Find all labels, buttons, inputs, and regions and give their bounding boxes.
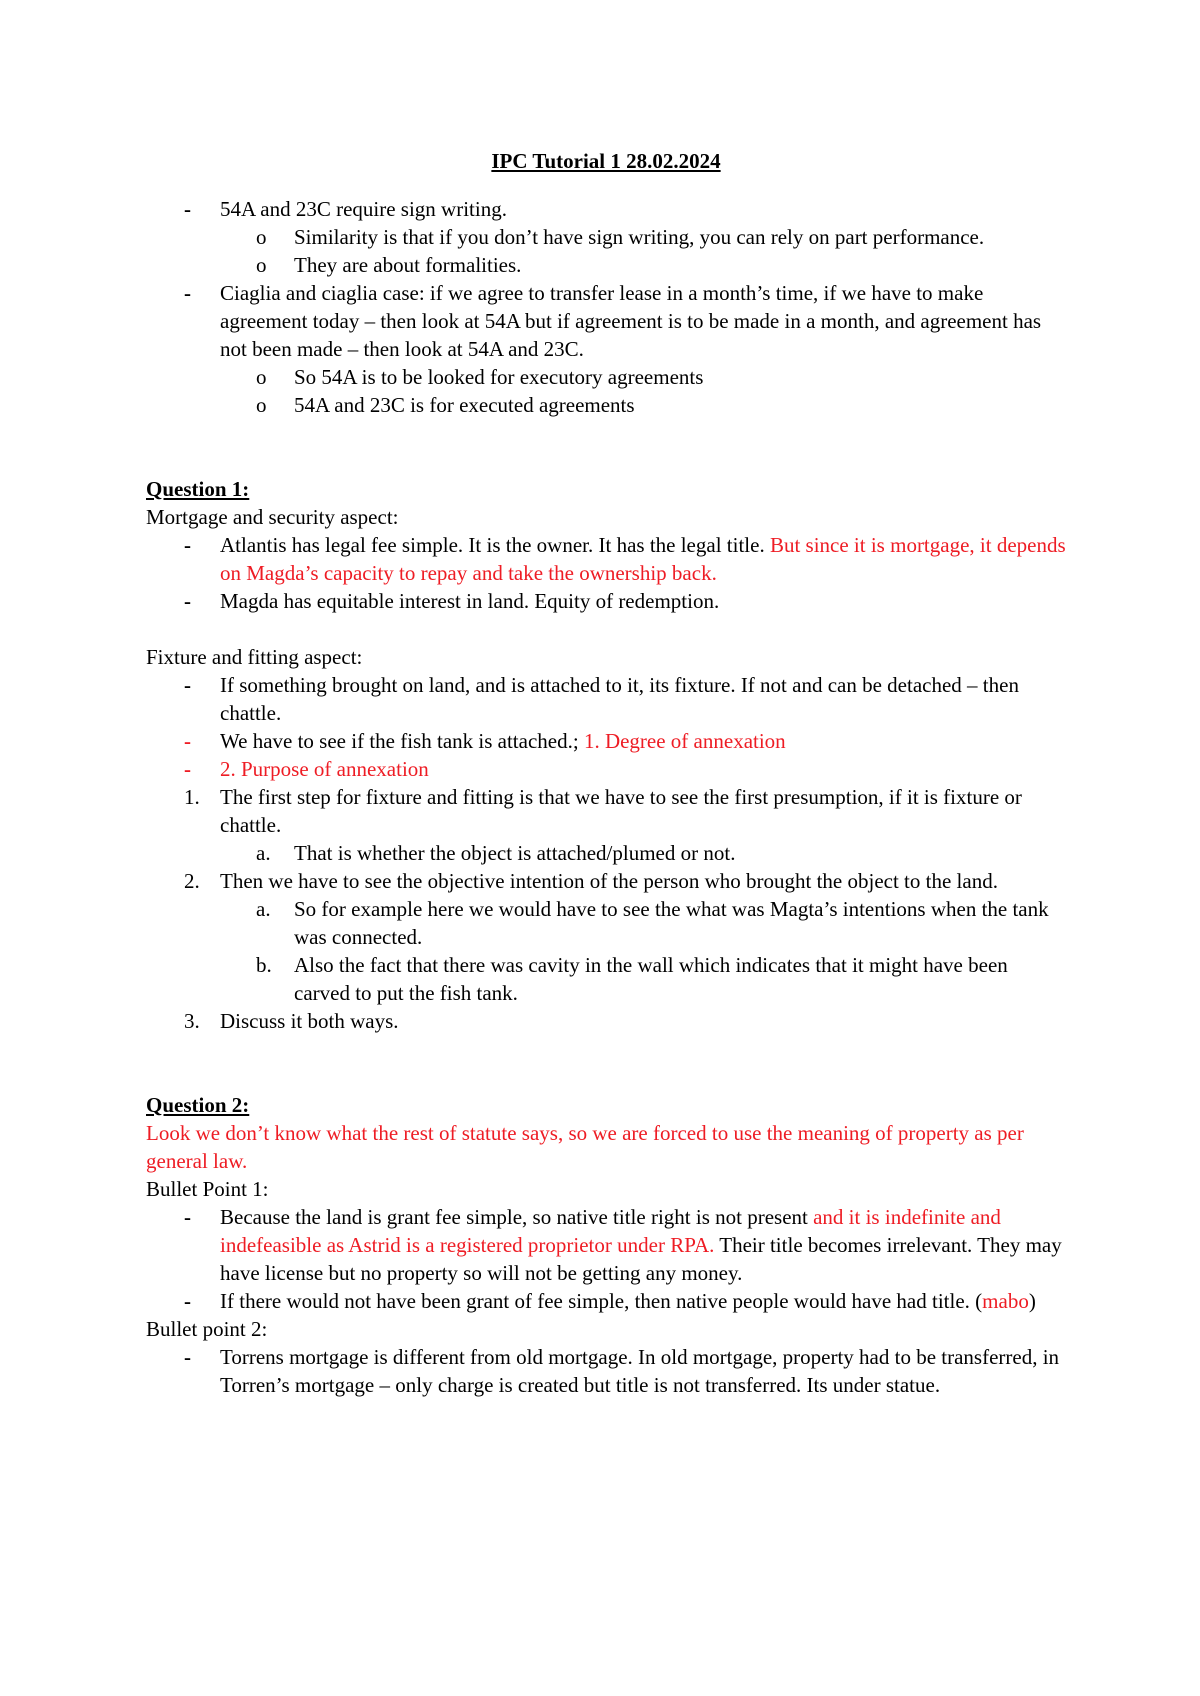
lettered-item xyxy=(146,895,1066,951)
question-1-heading: Question 1: xyxy=(146,477,250,501)
spacer xyxy=(146,1035,1066,1091)
bullet-dash: - xyxy=(184,1345,191,1369)
list-item xyxy=(146,1287,1066,1315)
list-item xyxy=(146,363,1066,391)
bullet-dash: - xyxy=(184,1289,191,1313)
spacer xyxy=(146,419,1066,475)
spacer xyxy=(146,615,1066,643)
list-item-text: Also the fact that there was cavity in the wall which indicates that it might have been carved to put the fish tank. xyxy=(294,953,1008,1005)
list-item-text: So 54A is to be looked for executory agreements xyxy=(294,365,704,389)
list-item-text: If there would not have been grant of fee simple, then native people would have had title. xyxy=(220,1289,970,1313)
list-item xyxy=(146,251,1066,279)
list-item-text: We have to see if the fish tank is attached.; xyxy=(220,729,579,753)
highlighted-paragraph: Look we don’t know what the rest of statute says, so we are forced to use the meaning of property as per general law. xyxy=(146,1121,1024,1173)
list-item-text: 54A and 23C require sign writing. xyxy=(220,197,507,221)
lettered-item xyxy=(146,839,1066,867)
list-item xyxy=(146,279,1066,363)
section-label: Fixture and fitting aspect: xyxy=(146,645,363,669)
highlighted-text: mabo xyxy=(982,1289,1029,1313)
bullet-dash: - xyxy=(184,1205,191,1229)
highlighted-text: and it is indefinite and indefeasible as Astrid is a registered proprietor under RPA. xyxy=(220,1205,1001,1257)
list-item xyxy=(146,727,1066,755)
letter-marker: b. xyxy=(256,953,272,977)
bullet-dash: - xyxy=(184,729,191,753)
list-item xyxy=(146,223,1066,251)
list-item-text: Similarity is that if you don’t have sign writing, you can rely on part performance. xyxy=(294,225,985,249)
list-item-text: Torrens mortgage is different from old mortgage. In old mortgage, property had to be transferred, in Torren’s mortgage – only charge is created but title is not transferred. Its under statue. xyxy=(220,1345,1060,1397)
numbered-item xyxy=(146,867,1066,895)
bullet-dash: - xyxy=(184,757,191,781)
list-item xyxy=(146,531,1066,587)
highlighted-text: 1. Degree of annexation xyxy=(583,729,786,753)
list-item-text: Because the land is grant fee simple, so native title right is not present xyxy=(220,1205,808,1229)
list-item xyxy=(146,391,1066,419)
list-item-text: Then we have to see the objective intention of the person who brought the object to the land. xyxy=(220,869,998,893)
list-item xyxy=(146,755,1066,783)
bullet-dash: - xyxy=(184,589,191,613)
paren-open: ( xyxy=(975,1289,983,1313)
lettered-item xyxy=(146,951,1066,1007)
list-item-text: Atlantis has legal fee simple. It is the owner. It has the legal title. xyxy=(220,533,765,557)
list-item-text: They are about formalities. xyxy=(294,253,522,277)
bullet-circle: o xyxy=(256,393,267,417)
number-marker: 3. xyxy=(184,1009,200,1033)
highlighted-text: 2. Purpose of annexation xyxy=(220,757,429,781)
number-marker: 1. xyxy=(184,785,200,809)
list-item-text: Their title becomes irrelevant. They may have license but no property so will not be getting any money. xyxy=(220,1233,1062,1285)
list-item-text: Discuss it both ways. xyxy=(220,1009,399,1033)
document-content xyxy=(146,147,1066,1399)
letter-marker: a. xyxy=(256,841,271,865)
bullet-dash: - xyxy=(184,533,191,557)
list-item xyxy=(146,671,1066,727)
list-item-text: So for example here we would have to see the what was Magta’s intentions when the tank was connected. xyxy=(294,897,1049,949)
highlighted-text: But since it is mortgage, it depends on Magda’s capacity to repay and take the ownership back. xyxy=(220,533,1066,585)
page-title: IPC Tutorial 1 28.02.2024 xyxy=(491,149,721,173)
list-item xyxy=(146,1203,1066,1287)
number-marker: 2. xyxy=(184,869,200,893)
list-item-text: Ciaglia and ciaglia case: if we agree to transfer lease in a month’s time, if we have to make agreement today – then look at 54A but if agreement is to be made in a month, and agreement has not been made – then look at 54A and 23C. xyxy=(220,281,1042,361)
bullet-circle: o xyxy=(256,365,267,389)
bullet-circle: o xyxy=(256,253,267,277)
bullet-circle: o xyxy=(256,225,267,249)
bullet-dash: - xyxy=(184,281,191,305)
list-item-text: 54A and 23C is for executed agreements xyxy=(294,393,635,417)
list-item xyxy=(146,1343,1066,1399)
question-2-heading: Question 2: xyxy=(146,1093,250,1117)
numbered-item xyxy=(146,783,1066,839)
numbered-item xyxy=(146,1007,1066,1035)
section-label: Bullet point 2: xyxy=(146,1317,268,1341)
list-item-text: The first step for fixture and fitting is that we have to see the first presumption, if it is fixture or chattle. xyxy=(220,785,1022,837)
list-item-text: If something brought on land, and is attached to it, its fixture. If not and can be detached – then chattle. xyxy=(220,673,1019,725)
bullet-dash: - xyxy=(184,197,191,221)
list-item xyxy=(146,587,1066,615)
list-item-text: That is whether the object is attached/plumed or not. xyxy=(294,841,736,865)
list-item-text: Magda has equitable interest in land. Equity of redemption. xyxy=(220,589,720,613)
section-label: Bullet Point 1: xyxy=(146,1177,269,1201)
section-label: Mortgage and security aspect: xyxy=(146,505,399,529)
letter-marker: a. xyxy=(256,897,271,921)
paren-close: ) xyxy=(1028,1289,1036,1313)
bullet-dash: - xyxy=(184,673,191,697)
list-item xyxy=(146,195,1066,223)
